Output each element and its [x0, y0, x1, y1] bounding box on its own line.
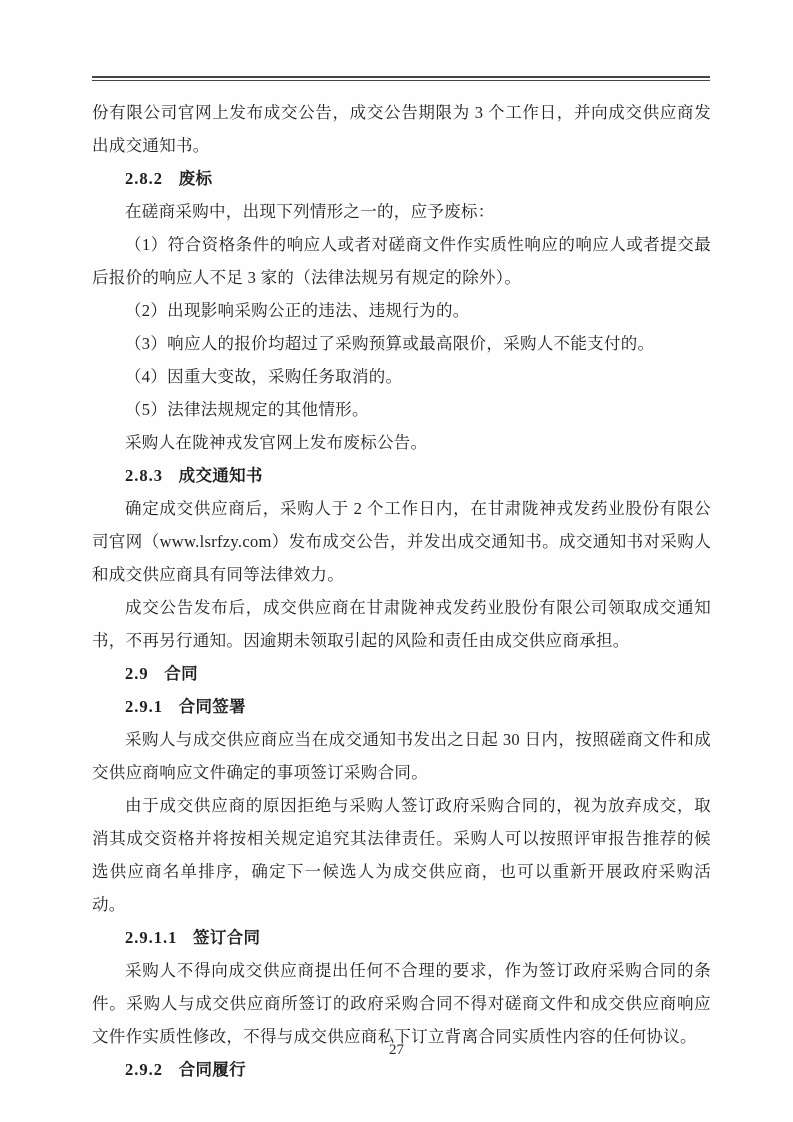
- section-number: 2.9.2: [125, 1060, 163, 1079]
- paragraph: 确定成交供应商后，采购人于 2 个工作日内，在甘肃陇神戎发药业股份有限公司官网（www.lsrfzy.com）发布成交公告，并发出成交通知书。成交通知书对采购人和成交供应商具有同等法律效力。: [92, 499, 711, 584]
- section-heading-2-8-2: [92, 162, 711, 195]
- section-heading-2-9-1-1: [92, 921, 711, 954]
- section-number: 2.8.2: [125, 169, 163, 188]
- section-title: 签订合同: [193, 928, 261, 947]
- section-title: 成交通知书: [178, 466, 263, 485]
- section-number: 2.9.1.1: [125, 928, 178, 947]
- paragraph: 采购人不得向成交供应商提出任何不合理的要求，作为签订政府采购合同的条件。采购人与成交供应商所签订的政府采购合同不得对磋商文件和成交供应商响应文件作实质性修改，不得与成交供应商私下订立背离合同实质性内容的任何协议。: [92, 961, 711, 1046]
- list-item-5: （5）法律法规规定的其他情形。: [125, 400, 369, 419]
- paragraph: 采购人在陇神戎发官网上发布废标公告。: [125, 433, 428, 452]
- list-item-3: （3）响应人的报价均超过了采购预算或最高限价，采购人不能支付的。: [125, 334, 655, 353]
- list-item-1: （1）符合资格条件的响应人或者对磋商文件作实质性响应的响应人或者提交最后报价的响应人不足 3 家的（法律法规另有规定的除外）。: [92, 235, 711, 287]
- section-number: 2.9.1: [125, 697, 163, 716]
- paragraph: 成交公告发布后，成交供应商在甘肃陇神戎发药业股份有限公司领取成交通知书，不再另行通知。因逾期未领取引起的风险和责任由成交供应商承担。: [92, 598, 711, 650]
- section-number: 2.8.3: [125, 466, 163, 485]
- section-title: 合同履行: [178, 1060, 246, 1079]
- list-item-4: （4）因重大变故，采购任务取消的。: [125, 367, 403, 386]
- paragraph: 份有限公司官网上发布成交公告，成交公告期限为 3 个工作日，并向成交供应商发出成交通知书。: [92, 103, 711, 155]
- paragraph: 由于成交供应商的原因拒绝与采购人签订政府采购合同的，视为放弃成交，取消其成交资格并将按相关规定追究其法律责任。采购人可以按照评审报告推荐的候选供应商名单排序，确定下一候选人为成交供应商，也可以重新开展政府采购活动。: [92, 796, 711, 914]
- paragraph: 在磋商采购中，出现下列情形之一的，应予废标：: [125, 202, 495, 221]
- section-heading-2-9-1: [92, 690, 711, 723]
- header-rule: [92, 76, 710, 81]
- section-heading-2-9: [92, 657, 711, 690]
- section-title: 合同: [164, 664, 198, 683]
- section-title: 合同签署: [178, 697, 246, 716]
- page-number: 27: [389, 1042, 404, 1058]
- document-content: [92, 96, 711, 1086]
- section-number: 2.9: [125, 664, 149, 683]
- section-title: 废标: [178, 169, 213, 188]
- paragraph: 采购人与成交供应商应当在成交通知书发出之日起 30 日内，按照磋商文件和成交供应商响应文件确定的事项签订采购合同。: [92, 730, 711, 782]
- section-heading-2-8-3: [92, 459, 711, 492]
- list-item-2: （2）出现影响采购公正的违法、违规行为的。: [125, 301, 470, 320]
